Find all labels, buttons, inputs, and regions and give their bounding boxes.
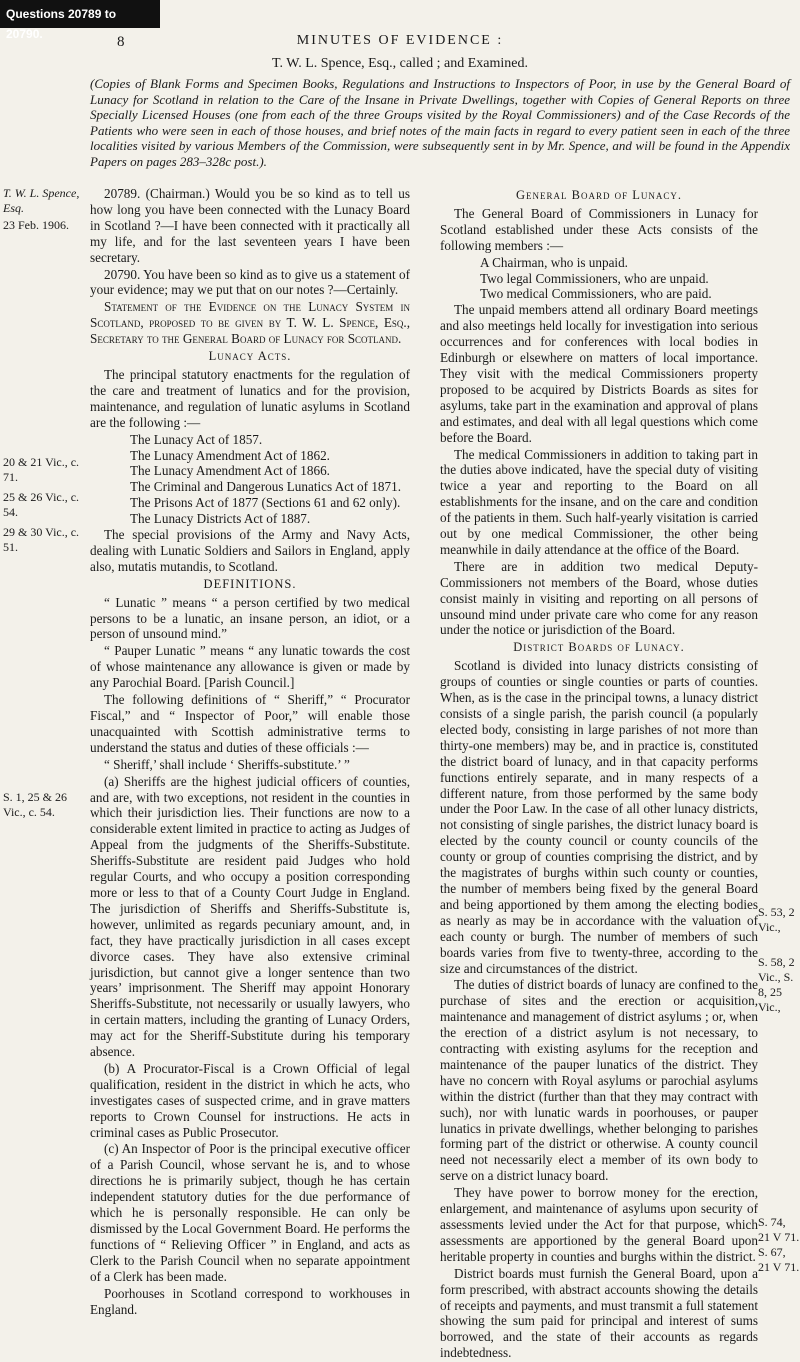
paragraph-c: (c) An Inspector of Poor is the principal executive officer of a Parish Council, whose servant he is, and to whose directions he is primarily subject, though he has certain independent statutory duties for the due performance of which he is personally responsible. He can only be dismissed by the Local Government Board. He performs the functions of “ Relieving Officer ” in England, and acts as Clerk to the Parish Council when no separate appointment of a Clerk has been made. — [90, 1141, 410, 1284]
definition-sheriff: “ Sheriff,’ shall include ‘ Sheriffs-substitute.’ ” — [104, 756, 350, 772]
margin-statute-3: 29 & 30 Vic., c. 51. — [3, 525, 80, 554]
definition-lunatic: “ Lunatic ” means “ a person certified by two medical persons to be a lunatic, an insane person, an idiot, or a person of unsound mind.” — [90, 594, 410, 642]
margin-statute-2: 25 & 26 Vic., c. 54. — [3, 490, 80, 519]
act-item: The Lunacy Amendment Act of 1862. — [130, 447, 330, 463]
member-item: Two legal Commissioners, who are unpaid. — [480, 270, 709, 286]
margin-date: 23 Feb. 1906. — [3, 218, 69, 232]
margin-statute-1: 20 & 21 Vic., c. 71. — [3, 455, 80, 484]
special-provisions: The special provisions of the Army and Navy Acts, dealing with Lunatic Soldiers and Sailors in England, apply also, mutatis mutandis, to Scotland. — [90, 527, 410, 574]
general-board-members — [440, 255, 758, 303]
general-board-heading: General Board of Lunacy. — [515, 188, 682, 202]
district-boards-p2: The duties of district boards of lunacy are confined to the purchase of sites and the erection or acquisition, maintenance and management of district asylums ; or, when the erection of a district asylum is not necessary, to contracting with existing asylums for the reception and maintenance of the pauper lunatics of the district. They have no concern with Royal asylums or parochial asylums within the district (further than that they may contract with such), nor with lunatic wards in poorhouses, or pauper lunatics in private dwellings, whether belonging to parishes forming part of the district or otherwise. A county council need not necessarily elect a member of its own body to serve on a district lunacy board. — [440, 977, 758, 1184]
paragraph-b: (b) A Procurator-Fiscal is a Crown Official of legal qualification, resident in the district in which he acts, who investigates cases of suspected crime, and in grave matters reports to Crown Counsel for instructions. He acts in criminal cases as Public Prosecutor. — [90, 1060, 410, 1140]
page-number: 8 — [117, 34, 125, 50]
general-board-p2: The unpaid members attend all ordinary Board meetings and also meetings held locally for investigation into serious occurrences and for conferences with local bodies in Edinburgh or elsewhere on matters of local importance. They visit with the medical Commissioners property proposed to be acquired by Districts Boards as sites for asylums, take part in the examination and approval of plans and estimates, and deal with all legal questions which come before the Board. — [440, 302, 758, 445]
act-item: The Lunacy Amendment Act of 1866. — [130, 463, 330, 479]
margin-right-1: S. 53, 2 Vic., — [758, 905, 795, 934]
right-column — [440, 186, 758, 1362]
witness-line: T. W. L. Spence, Esq., called ; and Examined. — [272, 56, 528, 71]
paragraph-a: (a) Sheriffs are the highest judicial officers of counties, and are, with two exceptions, not resident in the counties in which their jurisdiction lies. Their functions are now to a considerable extent limited in practice to acting as Judges of Appeal from the judgments of the Sheriffs-Substitute. Sheriffs-Substitute are resident paid Judges who hold regular Courts, and who occupy a position corresponding more or less to that of a County Court Judge in England. The jurisdiction of Sheriffs and Sheriffs-Substitute is, however, unlimited as regards pecuniary amount, and, in fact, they have practically jurisdiction in all cases except divorce cases. They have also extensive criminal jurisdiction, but cannot give a longer sentence than two years’ imprisonment. The Sheriff may appoint Honorary Sheriffs-Substitute, not necessarily or usually lawyers, who in certain matters, including the granting of Lunacy Orders, may act for the Sheriff-Substitute during his temporary absence. — [90, 773, 410, 1060]
general-board-p1: The General Board of Commissioners in Lunacy for Scotland established under these Acts consists of the following members :— — [440, 205, 758, 253]
lunacy-acts-heading: Lunacy Acts. — [208, 349, 292, 364]
act-item: The Lunacy Act of 1857. — [130, 431, 263, 447]
margin-statute-sheriff: S. 1, 25 & 26 Vic., c. 54. — [3, 790, 68, 819]
member-item: A Chairman, who is unpaid. — [480, 254, 628, 270]
margin-right-2: S. 58, 2 Vic., S. 8, 25 Vic., — [758, 955, 795, 1014]
questions-label: Questions 20789 to 20790. — [0, 0, 160, 28]
poorhouses-note: Poorhouses in Scotland correspond to workhouses in England. — [90, 1285, 410, 1317]
definitions-heading: DEFINITIONS. — [203, 576, 297, 591]
acts-intro: The principal statutory enactments for the regulation of the care and treatment of lunatics and for the provision, maintenance, and regulation of lunatic asylums in Scotland are the following :— — [90, 366, 410, 430]
definition-pauper: “ Pauper Lunatic ” means “ any lunatic towards the cost of whose maintenance any allowance is given or made by any Parochial Board. [Parish Council.] — [90, 643, 410, 691]
margin-right-3: S. 74, 21 V 71. S. 67, 21 V 71. — [758, 1215, 800, 1274]
question-20790: 20790. You have been so kind as to give us a statement of your evidence; may we put that on our notes ?—Certainly. — [90, 266, 410, 298]
act-item: The Prisons Act of 1877 (Sections 61 and 62 only). — [130, 495, 401, 511]
margin-witness: T. W. L. Spence, Esq. — [3, 186, 80, 215]
member-item: Two medical Commissioners, who are paid. — [480, 286, 712, 302]
definitions-following: The following definitions of “ Sheriff,” “ Procurator Fiscal,” and “ Inspector of Poor,” will enable those unacquainted with Scottish administrative terms to understand the status and duties of these officials :— — [90, 692, 410, 755]
district-boards-p1: Scotland is divided into lunacy districts consisting of groups of counties or single counties or parts of counties. When, as is the case in the principal towns, a lunacy district consists of a single parish, the parish council (a popularly elected body, consisting in large parishes of not more than thirty-one members) may be, and in practice is, constituted the district board of lunacy, and in that capacity performs functions entirely separate, and in many respects of a different nature, from those performed by the same body under the Poor Law. In the case of all other lunacy districts, not consisting of single parishes, the district lunacy board is elected by the county council or county councils of the county or group of counties comprising the district, and by the magistrates of burghs within such county or counties, the number of members being fixed by the general Board and being apportioned by them among the electing bodies as nearly as may be in accordance with the valuation of each county or burgh. The number of members of such boards varies from five to twenty-three, according to the size and circumstances of the district. — [440, 658, 758, 976]
general-board-p3: The medical Commissioners in addition to taking part in the duties above indicated, have the special duty of visiting twice a year and reporting to the Board on all establishments for the insane, and on the care and condition of the patients in them. Such half-yearly visitation is carried out by one medical Commissioner, the other being meanwhile in daily attendance at the office of the Board. — [440, 446, 758, 557]
general-board-p4: There are in addition two medical Deputy-Commissioners not members of the Board, whose duties consist mainly in visiting and reporting on all persons of unsound mind under private care who come for any reason under the notice or jurisdiction of the Board. — [440, 558, 758, 638]
running-head: MINUTES OF EVIDENCE : — [296, 33, 504, 48]
question-20789: 20789. (Chairman.) Would you be so kind as to tell us how long you have been connected with the Lunacy Board in Scotland ?—I have been connected with it practically all my life, and for the last seventeen years I have been secretary. — [90, 186, 410, 265]
left-column — [90, 186, 410, 1318]
act-item: The Criminal and Dangerous Lunatics Act of 1871. — [130, 479, 402, 495]
statement-heading: Statement of the Evidence on the Lunacy System in Scotland, proposed to be given by T. W. L. Spence, Esq., Secretary to the General Board of Lunacy for Scotland. — [90, 299, 410, 347]
district-boards-p4: District boards must furnish the General Board, upon a form prescribed, with abstract accounts showing the details of receipts and payments, and must transmit a full statement showing the sum paid for principal and interest of sums borrowed, and the state of their accounts as regards indebtedness. — [440, 1265, 758, 1361]
acts-list — [90, 432, 410, 527]
act-item: The Lunacy Districts Act of 1887. — [130, 511, 311, 527]
district-boards-heading: District Boards of Lunacy. — [513, 640, 685, 655]
intro-paragraph: (Copies of Blank Forms and Specimen Books, Regulations and Instructions to Inspectors of Poor, in use by the General Board of Lunacy for Scotland in relation to the Care of the Insane in Private Dwellings, together with Copies of General Reports on three Specially Licensed Houses (one from each of the three Groups visited by the Royal Commissioners) and of the Case Records of the Patients who were seen in each of those houses, and brief notes of the main facts in regard to every patient seen in each of the three localities visited by various Members of the Commission, were subsequently sent in by Mr. Spence, and will be found in the Appendix Papers on pages 283–328c post.). — [90, 76, 790, 169]
district-boards-p3: They have power to borrow money for the erection, enlargement, and maintenance of asylums upon security of assessments levied under the Act for that purpose, which assessments are apportioned by the general Board upon heritable property in counties and burghs within the district. — [440, 1185, 758, 1264]
